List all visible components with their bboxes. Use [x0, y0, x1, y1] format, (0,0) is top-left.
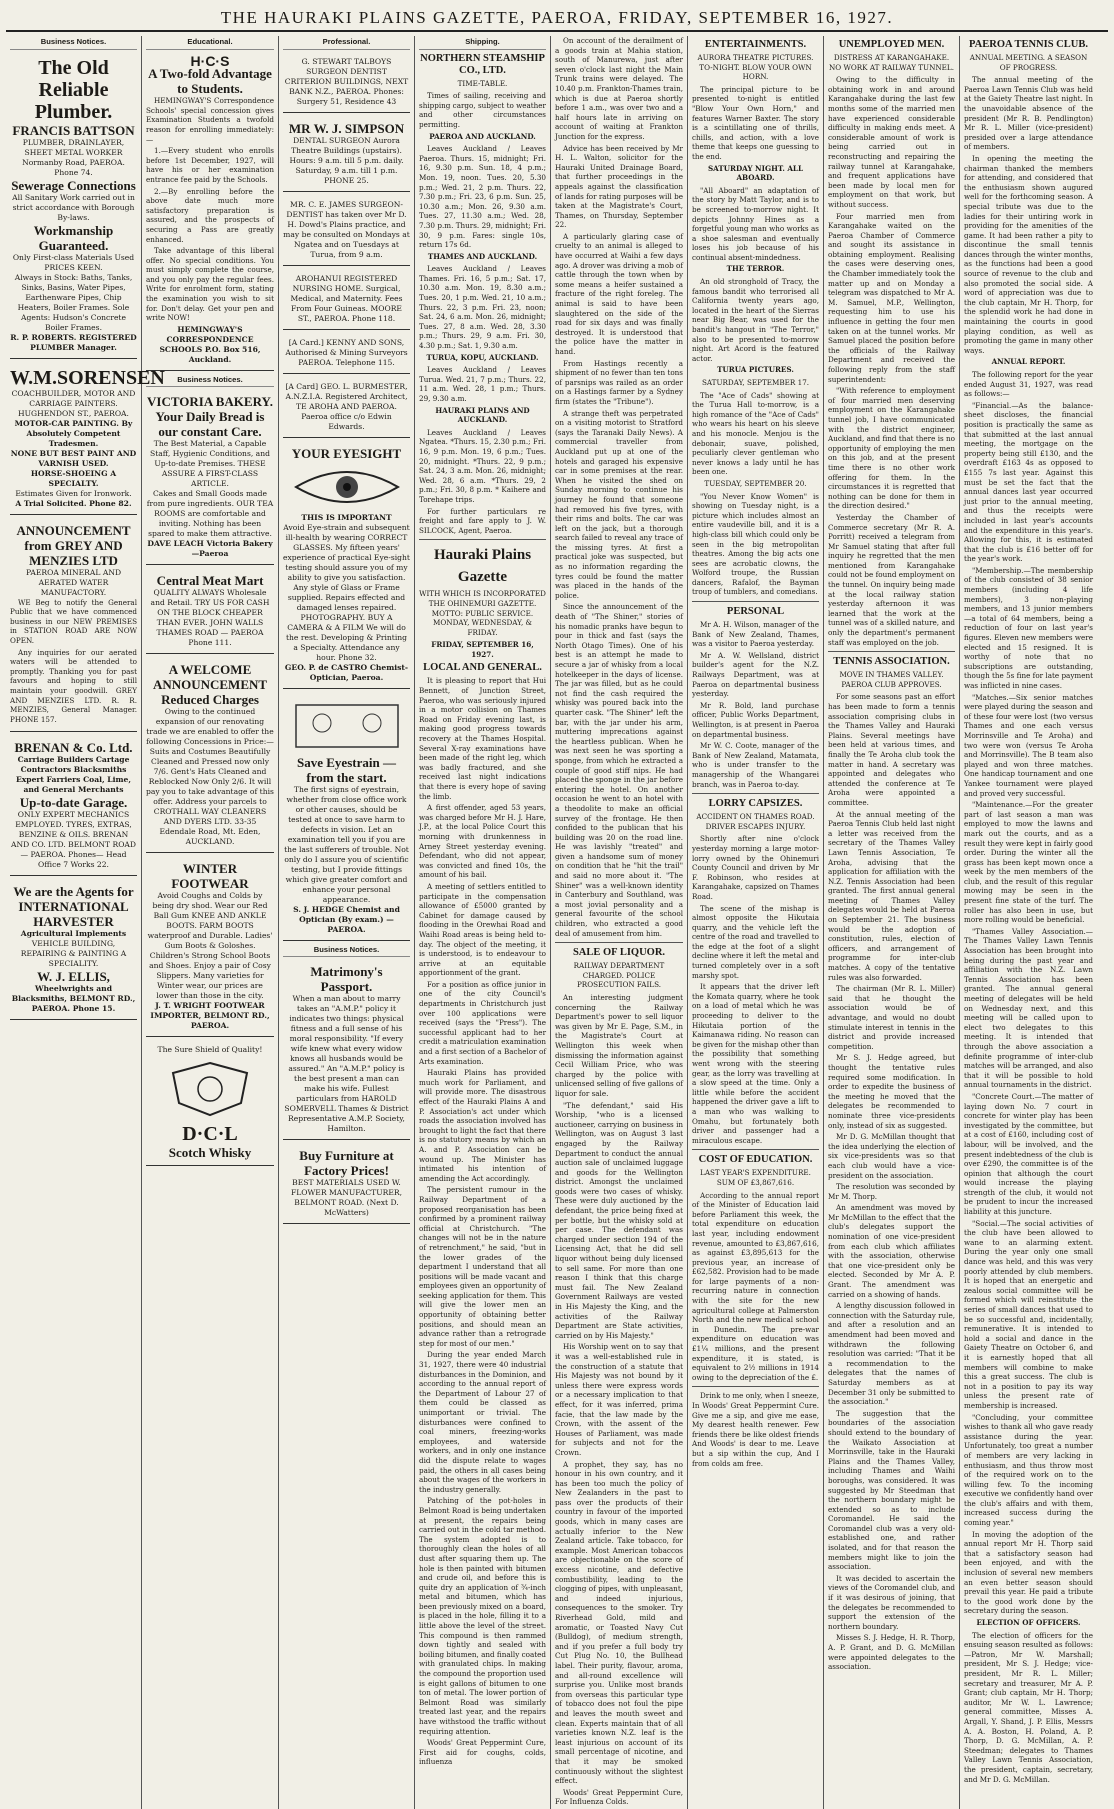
- ad-signature: DAVE LEACH Victoria Bakery—Paeroa: [147, 539, 273, 559]
- route-heading: TURUA, KOPU, AUCKLAND.: [426, 352, 539, 362]
- section-heading: Business Notices.: [10, 37, 137, 50]
- article-title: LOCAL AND GENERAL.: [423, 662, 542, 674]
- article-subtitle: RAILWAY DEPARTMENT CHARGED. POLICE PROSECUTION FAILS.: [573, 961, 665, 990]
- shipping-footer: For further particulars re freight and fare apply to J. W. SILCOCK, Agent, Paeroa.: [419, 506, 546, 535]
- article-paragraph: "Membership.—The membership of the club consisted of 38 senior members (including 4 life members), 3 non-playing members, and 13 junior members—a total of 64 members, being a reduction of four on last year's figures. Eleven new members were elected and 15 resigned. It is worthy of note that no subscriptions are outstanding, though the 5s fine for late payment was inflicted in nine cases.: [964, 565, 1093, 690]
- article-footer: Woods' Great Peppermint Cure, First aid for coughs, colds, influenza: [419, 1738, 546, 1767]
- columns: [6, 36, 1108, 1807]
- article-paragraph: Mr A. H. Wilson, manager of the Bank of New Zealand, Thames, was a visitor to Paeroa yesterday.: [692, 620, 819, 649]
- eye-icon: [292, 465, 402, 509]
- article-subheading: ELECTION OF OFFICERS.: [976, 1618, 1081, 1627]
- article-subheading: TUESDAY, SEPTEMBER 20.: [704, 478, 807, 488]
- ad-reduced-charges: [146, 658, 274, 853]
- route-times: Leaves Auckland / Leaves Paeroa. Thurs. 15, midnight; Fri. 16, 9.30 p.m. Sun. 18, 4 p.m.; Mon. 19, noon. Tues. 20, 5.30 p.m.; Wed. 21, 2 p.m. Thurs. 22, 7.30 p.m.; Fri. 23, 6 p.m. Sun. 25, 10.30 a.m.; Mon. 26, 9.30 a.m. Tues. 27, 11.30 a.m.; Wed. 28, 7.30 p.m. Thurs. 29, midnight; Fri. 30, 9 p.m. Fares: single 10s, return 17s 6d.: [419, 144, 546, 250]
- ad-line: NONE BUT BEST PAINT AND VARNISH USED.: [10, 448, 137, 468]
- article-paragraph: The annual meeting of the Paeroa Lawn Tennis Club was held at the Gaiety Theatre last night. In the unavoidable absence of the president (Mr R. B. Pendlington) Mr R. L. Miller (vice-president) presided over a large attendance of members.: [964, 75, 1093, 152]
- article-paragraph: His Worship went on to say that it was a well-established rule in the construction of a statute that His Majesty was not bound by it unless there were express words or a necessary implication to that effect, for it was inferred, prima facie, that the law made by the Crown, with the assent of the Houses of Parliament, was made for subjects and not for the Crown.: [555, 1342, 683, 1457]
- column-4: [415, 36, 551, 1809]
- route-times: Leaves Auckland / Leaves Turua. Wed. 21, 7 p.m.; Thurs. 22, 11 a.m. Wed. 28, 1 p.m.; Thurs. 29, 9.30 a.m.: [419, 365, 546, 403]
- ad-subtitle: THIS IS IMPORTANT: [301, 512, 392, 522]
- ad-title: A Two-fold Advantage to Students.: [148, 66, 272, 97]
- ad-title: We are the Agents for INTERNATIONAL HARVESTER: [13, 884, 134, 930]
- ad-line: MOTOR-CAR PAINTING. By Absolutely Competent Tradesmen.: [14, 418, 133, 448]
- article-paragraph: A strange theft was perpetrated on a visiting motorist to Stratford (says the Taranaki Daily News). A commercial traveller from Auckland put up at one of the hotels and garaged his expensive car in some premises at the rear. When he visited the shed on Sunday morning to continue his journey he found that someone had removed his five tyres, with their rims and bolts. The car was left on the jack, but a thorough search failed to reveal any trace of the missing tyres. At first a practical joke was suspected, but as no information regarding the tyres could be found the matter was placed in the hands of the police.: [555, 408, 683, 600]
- article-paragraph: "Thames Valley Association.—The Thames Valley Lawn Tennis Association has been brought into being during the past year and affiliation with the N.Z. Lawn Tennis Association has been granted. The annual general meeting of delegates will be held on Wednesday next, and this meeting will be called upon to elect two delegates to this meeting. It is intended that through the above association a definite programme of inter-club matches will be arranged, and also that it will be possible to hold annual tournaments in the district.: [964, 926, 1093, 1090]
- article-paragraph: Yesterday the Chamber of Commerce secretary (Mr R. A. Porritt) received a telegram from Mr Samuel stating that after full inquiry he regretted that the men mentioned from Karangahake could not be found employment on the tunnel. On inquiry being made at the local railway station yesterday afternoon it was learned that the work at the tunnel was of a skilled nature, and only the department's permanent staff was employed on the job.: [828, 512, 955, 647]
- ad-furniture: [283, 1144, 410, 1224]
- article-paragraph: Mr D. G. McMillan thought that the idea underlying the election of six vice-presidents was so that each club would have a vice-president on the association.: [828, 1132, 955, 1180]
- article-paragraph: "With reference to employment of four married men deserving employment on the Karangahake tunnel job, I have communicated with the district engineer, Auckland, and find that there is no opportunity of employing the men on this job, and at the present time there is no other work offering for them. In the circumstances it is regretted that nothing can be done for them in the direction desired.": [828, 386, 955, 511]
- article-paragraph: A particularly glaring case of cruelty to an animal is alleged to have occurred at Waihi a few days ago. A drover was driving a mob of cattle through the town when by some means a heifer sustained a fracture of the right foreleg. The animal is said to have been slaughtered on the side of the road for six days and was finally destroyed. It is understood that the police have the matter in hand.: [555, 231, 683, 356]
- article-paragraph: Mr W. C. Coote, manager of the Bank of New Zealand, Matamata, who is under transfer to the managership of the Whangarei branch, was in Paeroa to-day.: [692, 741, 819, 789]
- article-paragraph: An interesting judgment concerning the Railway Department's power to sell liquor was given by Mr E. Page, S.M., in the Magistrate's Court at Wellington this week when dismissing the information against Cecil William Price, who was charged by the police with unlicensed selling of five gallons of liquor for sale.: [555, 993, 684, 1098]
- article-paragraph: "The defendant," said His Worship, "who is a licensed auctioneer, carrying on business in Wellington, was on August 3 last engaged by the Railway Department to conduct the annual auction sale of unclaimed luggage and goods for the Wellington district. Amongst the unclaimed goods were two cases of whisky. These were duly auctioned by the defendant, the price being fixed at per bottle, but the whisky sold at per case. The defendant was charged under section 194 of the Licensing Act, that he did sell liquor without being duly licensed to sell same. For more than one reason I think that this charge must fail. The New Zealand Government Railways are vested in His Majesty the King, and the activities of the Railway Department are State activities, carried on by His Majesty.": [555, 1100, 683, 1340]
- ad-brenan: [10, 736, 137, 876]
- ad-body: All Sanitary Work carried out in strict accordance with Borough By-laws.: [12, 192, 135, 222]
- ad-body: Cakes and Small Goods made from pure ingredients. OUR TEA ROOMS are comfortable and inviting. Nothing has been spared to make them attractive.: [146, 489, 274, 539]
- article-paragraph: A prophet, they say, has no honour in his own country, and it has been too much the policy of New Zealanders in the past to pass over the products of their country in favour of the imported goods, which in many cases are actually inferior to the New Zealand article. Take tobacco, for example. Most American tobaccos are objectionable on the score of excess nicotine, and defective combustibility, leading to the clogging of pipes, with unpleasant, and indeed injurious, consequences to the smoker. Try Riverhead Gold, mild and aromatic, or Toasted Navy Cut (Bulldog), of medium strength, and if you prefer a full body try Cut Plug No. 10, the Bullhead label. Their purity, flavour, aroma, and all-round excellence will surprise you. Unlike most brands from overseas this particular type of tobacco does not foul the pipe and leaves the mouth sweet and clean. Experts maintain that of all varieties known N.Z. leaf is the least injurious on account of its small percentage of nicotine, and that it may be smoked continuously without the slightest effect.: [555, 1459, 683, 1786]
- column-2: [142, 36, 279, 1809]
- ad-save-eyestrain: [283, 693, 410, 941]
- shipping-title: NORTHERN STEAMSHIP CO., LTD.: [420, 52, 545, 76]
- ad-body: The first signs of eyestrain, whether from close office work or other causes, should be tested at once to save harm to defects in vision. Let an examination tell you if you are the last sufferers of trouble. Not only do I assure you of scientific testing, but I provide fittings which give greater comfort and enhance your personal appearance.: [284, 784, 409, 904]
- ad-body: COACHBUILDER, MOTOR AND CARRIAGE PAINTERS. HUGHENDON ST., PAEROA.: [11, 388, 136, 418]
- article-title: LORRY CAPSIZES.: [708, 798, 803, 810]
- article-subtitle: ACCIDENT ON THAMES ROAD. DRIVER ESCAPES INJURY.: [696, 812, 815, 831]
- article-paragraph: Mr R. Bold, land purchase officer, Public Works Department, Wellington, is at present in Paeroa on departmental business.: [692, 700, 819, 739]
- column-7: [824, 36, 960, 1809]
- ad-title: Save Eyestrain — from the start.: [297, 754, 396, 785]
- article-paragraph: The persistent rumour in the Railway Department of a proposed reorganisation has been confirmed by a prominent railway official at Christchurch. "The changes will not be in the nature of retrenchment," he said, "but in the lower grades of the department I understand that all positions will be made vacant and employees given an opportunity of seeking application for them. This will give the lower men an opportunity of obtaining better positions, and should mean an advance rather than a retrograde step for most of our men.": [419, 1185, 546, 1348]
- ad-title: WINTER FOOTWEAR: [171, 861, 249, 892]
- article-subtitle: AURORA THEATRE PICTURES. TO-NIGHT. BLOW YOUR OWN HORN.: [697, 53, 814, 82]
- ad-text: 1.—Every student who enrolls before 1st December, 1927, will have his or her examination entrance fee paid by the Schools.: [146, 146, 274, 184]
- ad-title: BRENAN & Co. Ltd.: [14, 740, 133, 756]
- article-paragraph: For some seasons past an effort has been made to form a tennis association comprising clubs in the Thames Valley and Hauraki Plains. Several meetings have been held at various times, and finally the Te Aroha club took the matter in hand. A secretary was appointed and delegates who attended the conference at Te Aroha were appointed a committee.: [828, 692, 955, 807]
- article-paragraph: The following report for the year ended August 31, 1927, was read as follows:—: [964, 370, 1093, 399]
- ad-body: DENTAL SURGEON Aurora Theatre Buildings (upstairs). Hours: 9 a.m. till 5 p.m. daily. Saturday, 9 a.m. till 1 p.m. PHONE 25.: [289, 135, 404, 185]
- article-paragraph: "You Never Know Women" is showing on Tuesday night, is a picture which includes almost an entire vaudeville bill, and it is a high-class bill which could only be seen in the big metropolitan theatres. Among the big acts one sees are acrobatic clowns, the Wolford troupe, the Russian dancers, Rafalof, the Bayman troup of tumblers, and comedians.: [692, 491, 819, 597]
- article-paragraph: "Matches.—Six senior matches were played during the season and of these four were lost (two versus Thames and one each versus Morrinsville and Te Aroha) and two were won (versus Te Aroha and Morrinsville). The B team also played and won three matches. One handicap tournament and one Yankee tournament were played and proved very successful.: [964, 692, 1093, 798]
- section-heading: Business Notices.: [146, 375, 274, 388]
- article-title: PAEROA TENNIS CLUB.: [969, 39, 1088, 50]
- ad-burmester: [A Card] GEO. L. BURMESTER, A.N.Z.I.A. Registered Architect, TE AROHA AND PAEROA. Paeroa office c/o Edwin Edwards.: [283, 378, 410, 438]
- ad-harvester: [10, 880, 137, 1020]
- ad-text: Take advantage of this liberal offer. No special conditions. You must simply complete the course, and you only pay the regular fees. Write for enrolment form, stating the examination you wish to sit for. Don't delay. Get your pen and write NOW!: [146, 246, 274, 323]
- article-paragraph: From Hastings recently a shipment of no fewer than ten tons of parsnips was railed as an order on a Hastings farmer by a Sydney firm (states the "Tribune").: [555, 358, 683, 406]
- ad-body: When a man about to marry takes an "A.M.P." policy it indicates two things: physical fitness and a full sense of his moral responsibility. "If every wife knew what every widow knows all husbands would be assured." An "A.M.P." policy is the best present a man can make his wife. Fullest particulars from HAROLD SOMERVELL Thames & District Representative A.M.P. Society, Hamilton.: [284, 994, 409, 1134]
- ad-brand: D·C·L: [182, 1123, 238, 1146]
- article-paragraph: The scene of the mishap is almost opposite the Hikutaia quarry, and the vehicle left the centre of the road and travelled to the edge at the foot of a slight decline where it left the metal and turned completely over in a soft marshy spot.: [692, 903, 819, 980]
- ad-subtitle: Scotch Whisky: [168, 1145, 252, 1161]
- section-heading: Shipping.: [419, 37, 546, 50]
- article-paragraph: According to the annual report of the Minister of Education laid before Parliament this week, the total expenditure on education last year, including endowment revenue, amounted to £3,867,616, as against £3,895,613 for the previous year, an increase of £62,582. Provision had to be made for large payments of a non-recurring nature in connection with the site for the new agricultural college at Palmerston North and the new medical school in Dunedin. The pre-war expenditure on education was £1¼ millions, and the present expenditure, it is stated, is equivalent to 2½ millions in 1914 owing to the depreciation of the £.: [692, 1190, 819, 1382]
- article-paragraph: "Concrete Court.—The matter of laying down No. 7 court in concrete for winter play has been investigated by the committee, but at a cost of £160, including cost of labour, will be involved, and the present indebtedness of the club is over £290, the committee is of the opinion that although the court would increase the playing strength of the club, it would not be prudent to incur the increased liability at this juncture.: [964, 1091, 1093, 1217]
- ad-body: PHOTOGRAPHY. BUY A CAMERA & A FILM We will do the rest. Developing & Printing a Specialty. Attendance any hour. Phone 32.: [285, 612, 408, 662]
- ad-dcl-whisky: [146, 1041, 274, 1166]
- article-title: ENTERTAINMENTS.: [704, 39, 807, 50]
- ad-body: Carriage Builders Cartage Contractors Blacksmiths Expert Farriers Coal, Lime, and General Merchants: [15, 755, 132, 795]
- ad-eyesight: [283, 442, 410, 689]
- article-paragraph: Shortly after nine o'clock yesterday morning a large motor-lorry owned by the Ohinemuri County Council and driven by Mr F. Robinson, who resides at Karangahake, capsized on Thames Road.: [692, 834, 819, 901]
- ad-tagline: The Sure Shield of Quality!: [157, 1045, 263, 1055]
- article-paragraph: In opening the meeting the chairman thanked the members for attending, and considered that the enthusiasm shown augured well for the forthcoming season. A special tribute was due to the ladies for their untiring work in providing for the amenities of the game. It had been rather a pity to discontinue the small tennis dances through the winter months, as the functions had been a good source of revenue to the club and also promoted the social side. A word of appreciation was due to the club captain, Mr H. Thorp, for the splendid work he had done in maintaining the courts in good playing condition, as well as promoting the game in many other ways.: [964, 153, 1093, 355]
- article-paragraph: "All Aboard" an adaptation of the story by Matt Taylor, and is to be screened to-morrow night. It depicts Johnny Hines as a forgetful young man who works as a shoe salesman and eventually loses his job because of his continual absent-mindedness.: [692, 185, 819, 262]
- article-paragraph: "Financial.—As the balance-sheet discloses, the financial position is practically the same as that submitted at the last annual meeting, the mortgage on the property being still £130, and the overdraft £163 4s as opposed to £155 7s last year. Against this must be set the fact that the annual dances last year occurred just prior to the annual meeting, and thus the receipts were included in last year's accounts and the expenditure in this year's. Allowing for this, it is estimated that the club is £16 better off for the year's work.: [964, 400, 1093, 564]
- ad-body: Wheelwrights and Blacksmiths, BELMONT RD., PAEROA. Phone 15.: [11, 984, 136, 1014]
- ad-body: Always in Stock: Baths, Tanks, Sinks, Basins, Water Pipes, Earthenware Pipes, Chip Heaters, Boiler Frames. Sole Agents: Hudson's Concrete Boiler Frames.: [14, 272, 133, 332]
- masthead: THE HAURAKI PLAINS GAZETTE, PAEROA, FRIDAY, SEPTEMBER 16, 1927.: [6, 6, 1108, 32]
- column-3: [279, 36, 415, 1809]
- article-subheading: THE TERROR.: [726, 264, 785, 274]
- ad-subtitle: Up-to-date Garage.: [19, 795, 128, 811]
- ad-body: PAEROA MINERAL AND AERATED WATER MANUFACTORY.: [25, 567, 122, 597]
- article-paragraph: The resolution was seconded by Mr M. Thorp.: [828, 1182, 955, 1201]
- article-paragraph: Since the announcement of the death of "The Shiner," stories of his nomadic pranks have begun to pour in thick and fast (says the North Otago Times). One of his best is an attempt he made to secure a jar of whisky from a local hotelkeeper in the days of license. The jar was filled, but as he could not find the cash required the whisky was poured back into the quarter cask. "The Shiner" left the bar, with the jar under his arm, muttering imprecations against the heartless publican. When he was next seen he was sporting a sponge, from which he extracted a couple of good stiff nips. He had placed the sponge in the jar before entering the hotel. On another occasion he went to an hotel with a theodolite to make an official survey of the frontage. He then confided to the publican that his building was 20 on the road line. He was lavishly "treated" and given a handsome sum of money on condition that he "hit the trail" and said no more about it. "The Shiner" was a well-known identity in Canterbury and Southland, was a most jovial personality and a general favourite of the school children, who extracted a good deal of amusement from him.: [555, 602, 683, 938]
- article-title: UNEMPLOYED MEN.: [838, 39, 945, 50]
- ad-line: Your Daily Bread is our constant Care.: [155, 409, 265, 440]
- poem: Drink to me only, when I sneeze, In Woods' Great Peppermint Cure. Give me a sip, and give me ease, My dearest health renewer. Few friends there be like oldest friends And Woods' is dear to me. Leave but a sip within the cup, And I from colds am free.: [692, 1391, 819, 1468]
- article-paragraph: The chairman (Mr R. L. Miller) said that he thought the association would be of advantage, and would no doubt stimulate interest in tennis in the district and provide increased competition.: [828, 984, 955, 1051]
- article-paragraph: Mr A. W. Wellsland, district builder's agent for the N.Z. Railways Department, was at Paeroa on departmental business yesterday.: [692, 650, 819, 699]
- ad-title: Matrimony's Passport.: [310, 964, 383, 995]
- paper-nameplate: Hauraki Plains Gazette: [433, 547, 532, 586]
- article-paragraph: Owing to the difficulty in obtaining work in and around Karangahake during the last few months some of the married men have experienced considerable difficulty in making ends meet. A considerable amount of work is being carried out in reconstructing and repairing the railway tunnel at Karangahake, and frequent applications have been made by local men for employment on that work, but without success.: [828, 75, 955, 209]
- ad-body: Owing to the continued expansion of our renovating trade we are enabled to offer the following Concessions in Price:— Suits and Costumes Beautifully Cleaned and Pressed now only 7/6. Gent's Hats Cleaned and Reblocked Now Only 2/6. It will pay you to take advantage of this offer. Address your parcels to CROTHALL WAY CLEANERS AND DYERS LTD. 33-35 Edendale Road, Mt. Eden, AUCKLAND.: [146, 707, 274, 847]
- article-paragraph: At the annual meeting of the Paeroa Tennis Club held last night a letter was received from the secretary of the Thames Valley Lawn Tennis Association, Te Aroha, advising that the application for affiliation with the N.Z. Tennis Association had been granted. The first annual general meeting of Thames Valley delegates would be held at Paeroa on September 21. The business would be the adoption of constitution, rules, election of officers, and arrangement of programme for inter-club matches. A copy of the tentative rules was also forwarded.: [828, 809, 955, 982]
- ad-grey-menzies: [10, 519, 137, 733]
- article-paragraph: During the year ended March 31, 1927, there were 40 industrial disturbances in the Dominion, and according to the annual report of the Department of Labour 27 of them could be classed as unimportant or trivial. The disturbances were confined to coal miners, freezing-works employees, and waterside workers, and in only one instance did the dispute relate to wages paid, the others in all cases being about the wages of the workers in the industry generally.: [419, 1350, 546, 1494]
- article-subheading: SATURDAY NIGHT. ALL ABOARD.: [707, 163, 804, 183]
- ad-james: MR. C. E. JAMES SURGEON-DENTIST has taken over Mr D. H. Dowd's Plains practice, and may be consulted on Mondays at Ngatea and on Tuesdays at Turua, from 9 a.m.: [283, 196, 410, 266]
- article-paragraph: It appears that the driver left the Komata quarry, where he took on a load of metal which he was proceeding to deliver to the Hikutaia portion of the Kaimanawa riding. No reason can be given for the mishap other than the possibility that something went wrong with the steering gear, as the lorry was travelling at a slow speed at the time. Only a little while before the accident happened the driver gave a lift to a man who was walking to Omahu, but fortunately both driver and passenger had a miraculous escape.: [692, 982, 819, 1145]
- article-subheading: TURUA PICTURES.: [717, 365, 794, 375]
- paper-subtitle: WITH WHICH IS INCORPORATED THE OHINEMURI GAZETTE. MOTTO: PUBLIC SERVICE. MONDAY, WEDNESDAY, & FRIDAY.: [419, 589, 546, 637]
- ad-body: Avoid Coughs and Colds by being dry shod. Wear our Red Ball Gum KNEE AND ANKLE BOOTS. FARM BOOTS waterproof and Durable. Ladies' Gum Boots & Goloshes. Children's Strong School Boots and Shoes. Enjoy a pair of Cosy Slippers. Many varieties for Winter wear, our prices are lower than those in the city.: [147, 891, 273, 1001]
- column-5: [551, 36, 688, 1809]
- ad-body: Avoid Eye-strain and subsequent ill-health by wearing CORRECT GLASSES. My fifteen years' experience of practical Eye-sight testing should assure you of my ability to give you satisfaction. Any style of Glass or Frame supplied. Repairs effected and damaged lenses repaired.: [283, 522, 410, 612]
- article-paragraph: The suggestion that the boundaries of the association should extend to the boundary of the Waikato Association at Morrinsville, take in the Hauraki Plains and the Thames Valley, including Thames and Waihi boroughs, was considered. It was suggested by Mr Steedman that the northern boundary might be extended so as to include Coromandel. He said the Coromandel club was a very old-established one, and rather isolated, and for that reason the members might like to join the association.: [828, 1408, 955, 1572]
- ad-title: W.M.SORENSEN: [10, 366, 165, 389]
- ad-subtitle: Sewerage Connections: [11, 177, 136, 193]
- ad-signature: HEMINGWAY'S CORRESPONDENCE SCHOOLS P.O. Box 516, Auckland.: [159, 324, 261, 364]
- article-subtitle: DISTRESS AT KARANGAHAKE. NO WORK AT RAILWAY TUNNEL.: [829, 53, 954, 72]
- ad-line: HORSE-SHOEING A SPECIALTY.: [30, 468, 117, 488]
- article-paragraph: On account of the derailment of a goods train at Mahia station, south of Manurewa, just after seven o'clock last night the Main Trunk trains were delayed. The 10.40 p.m. Frankton-Thames train, which is due at Paeroa shortly before 1 a.m., was over two and a half hours late in arriving on account of waiting at Frankton Junction for the express.: [555, 36, 683, 141]
- article-subheading: SATURDAY, SEPTEMBER 17.: [701, 378, 810, 387]
- ad-signature: J. T. WRIGHT FOOTWEAR IMPORTER, BELMONT RD., PAEROA.: [150, 1001, 270, 1031]
- ad-signature: R. P. ROBERTS. REGISTERED PLUMBER Manager.: [10, 332, 137, 352]
- article-paragraph: The principal picture to be presented to-night is entitled "Blow Your Own Horn," and features Warner Baxter. The story is a scintillating one of thrills, chills, and action, with a love theme that keeps one guessing to the end.: [692, 84, 819, 161]
- article-subtitle: MOVE IN THAMES VALLEY. PAEROA CLUB APPROVES.: [839, 670, 944, 689]
- route-heading: HAURAKI PLAINS AND AUCKLAND.: [435, 405, 530, 425]
- ad-title: MR W. J. SIMPSON: [288, 120, 405, 136]
- hcs-logo: H·C·S: [190, 52, 230, 69]
- article-paragraph: Hauraki Plains has provided much work for Parliament, and will provide more. The disastrous effect of the Hauraki Plains A and P. Association's act under which roads the association involved has brought to light the fact that there is no statutory means by which an A. and P. Association can be wound up. The Minister has intimated his intention of amending the Act accordingly.: [419, 1068, 546, 1183]
- ad-signature: GEO. P. de CASTRO Chemist-Optician, Paeroa.: [284, 662, 409, 682]
- route-heading: THAMES AND AUCKLAND.: [427, 251, 538, 261]
- ad-text: 2.—By enrolling before the above date much more satisfactory preparation is assured, and the prospects of securing a Pass are greatly enhanced.: [146, 186, 274, 244]
- article-paragraph: The "Ace of Cads" showing at the Turua Hall to-morrow, is a high romance of the "Ace of Cads" who wears his heart on his sleeve and his monocle. Menjou is the debonair, suave, polished, peculiarly clever gentleman who never knows a lady until he has been one.: [692, 390, 819, 477]
- article-title: COST OF EDUCATION.: [698, 1154, 813, 1166]
- ad-body: PLUMBER, DRAINLAYER, SHEET METAL WORKER Normanby Road, PAEROA. Phone 74.: [22, 137, 125, 177]
- article-paragraph: An amendment was moved by Mr McMillan to the effect that the club's delegates support the nomination of one vice-president from each club which affiliates with the association, otherwise that one vice-president only be elected. Seconded by Mr A. P. Grant. The amendment was carried on a showing of hands.: [828, 1203, 955, 1299]
- ad-name: FRANCIS BATTSON: [12, 122, 135, 138]
- article-paragraph: The election of officers for the ensuing season resulted as follows:—Patron, Mr W. Marshall; president, Mr S. J. Hedge; vice-president, Mr R. L. Miller; secretary and treasurer, Mr A. P. Grant; club captain, Mr H. Thorp; auditor, Mr W. L. Lawrence; general committee, Misses A. Argall, Y. Shand, J. P. Ellis, Messrs A. A. Boston, H. Poland, A. P. Thorp, D. G. McMillan, A. P. Steedman; delegates to Thames Valley Lawn Tennis Association, the president, captain, secretary, and Mr D. G. McMillan.: [964, 1630, 1093, 1784]
- dateline: FRIDAY, SEPTEMBER 16, 1927.: [431, 640, 534, 659]
- shield-icon: [165, 1059, 255, 1119]
- ad-line: A Trial Solicited. Phone 82.: [15, 498, 132, 508]
- article-paragraph: An old stronghold of Tracy, the famous bandit who terrorised all California twenty years ago, located in the heart of the Sierras near Big Bear, was used for the bandit's hangout in "The Terror," also to be presented to-morrow night. Art Acord is the featured actor.: [692, 277, 819, 363]
- ad-body: Only First-class Materials Used PRICES KEEN.: [12, 252, 135, 272]
- article-paragraph: In moving the adoption of the annual report Mr H. Thorp said that a satisfactory season had been enjoyed, and with the inclusion of several new members an even better season should prevail this year. He paid a tribute to the good work done by the secretary during the season.: [964, 1529, 1093, 1616]
- ad-hemingway: [146, 53, 274, 371]
- article-title: TENNIS ASSOCIATION.: [833, 656, 950, 668]
- ad-winter-footwear: [146, 857, 274, 1037]
- article-paragraph: A lengthy discussion followed in connection with the Saturday rule, and after a resolution and an amendment had been moved and withdrawn the following resolution was carried: "That it be a recommendation to the delegates that the names of Saturday members as at December 31 only be submitted to the association.": [828, 1301, 955, 1407]
- ad-signature: S. J. HEDGE Chemist and Optician (By exam.) — PAEROA.: [293, 904, 400, 934]
- article-paragraph: Patching of the pot-holes in Belmont Road is being undertaken at present, the repairs being carried out in the cold tar method. The system adopted is to thoroughly clean the holes of all dust after squaring them up. The hole is then painted with bitumen and crude oil, and before this is quite dry an application of ¾-inch metal and bitumen, which has been previously mixed on a board, is placed in the hole, filling it to a little above the level of the street. This compound is then rammed down tightly and sealed with boiling bitumen, and finally coated with granulated chips. In making the compound the proportion used is eight gallons of bitumen to one ton of metal. The lower portion of Belmont Road was similarly treated last year, and the repairs have withstood the traffic without requiring attention.: [419, 1496, 546, 1736]
- ad-body: BEST MATERIALS USED W. FLOWER MANUFACTURER, BELMONT ROAD. (Next D. McWatters): [290, 1178, 403, 1218]
- shipping-text: Times of sailing, receiving and shipping cargo, subject to weather and other circumstances permitting.: [419, 91, 546, 129]
- ad-matrimony: [283, 960, 410, 1140]
- article-paragraph: A meeting of settlers entitled to participate in the compensation allowance of £5000 granted by Cabinet for damage caused by flooding in the Orewhai Road and Waihi Road areas is being held to-day. The object of the meeting, it is understood, is to endeavour to arrive at an equitable apportionment of the grant.: [419, 881, 546, 978]
- ad-line: Estimates Given for Ironwork.: [15, 488, 132, 498]
- ad-text: WE Beg to notify the General Public that we have commenced business in our NEW PREMISES in STATION ROAD ARE NOW OPEN.: [10, 597, 137, 645]
- ad-body: VEHICLE BUILDING, REPAIRING & PAINTING A SPECIALITY.: [20, 939, 127, 969]
- ad-plumber: [10, 53, 137, 359]
- article-paragraph: It was decided to ascertain the views of the Coromandel club, and if it was desirous of joining, that the delegates be recommended to support the extension of the northern boundary.: [828, 1573, 955, 1631]
- article-paragraph: It is pleasing to report that Hui Bennett, of Junction Street, Paeroa, who was seriously injured in a motor collision on Thames Road on Friday evening last, is making good progress towards recovery at the Thames Hospital. Several X-ray examinations have been made of the right leg, which was badly fractured, and she received last night indications that there is every hope of saving the limb.: [419, 676, 546, 801]
- article-paragraph: Advice has been received by Mr H. L. Walton, solicitor for the Hauraki United Drainage Board, that further proceedings in the appeals against the classification of lands for rating purposes will be taken at the Magistrate's Court, Thames, on Thursday, September 22.: [555, 143, 683, 230]
- route-times: Leaves Auckland / Leaves Ngatea. *Thurs. 15, 2.30 p.m.; Fri. 16, 9 p.m. Mon. 19, 6 p.m.; Tues. 20, midnight. *Thurs. 22, 9 p.m.; Sat. 24, 3 a.m. Mon. 26, midnight; Wed. 28, 6 a.m. *Thurs. 29, 2 p.m.; Fri. 30, 8 p.m. * Kaihere and Torehape trips.: [419, 427, 546, 504]
- article-paragraph: For a position as office junior in one of the city Council's departments in Christchurch just over 100 applications were received (says the "Press"). The successful applicant had to her credit a matriculation examination and a first section of a Bachelor of Arts examination.: [419, 979, 546, 1066]
- shipping-subtitle: TIME-TABLE.: [457, 78, 508, 88]
- route-times: Leaves Auckland / Leaves Thames. Fri. 16, 5 p.m.; Sat. 17, 10.30 a.m. Mon. 19, 8.30 a.m.; Tues. 20, 1 p.m. Wed. 21, 10 a.m.; Thurs. 22, 3 p.m. Fri. 23, noon; Sat. 24, 6 a.m. Mon. 26, midnight; Tues. 27, 8 a.m. Wed. 28, 3.30 p.m.; Thurs. 29, 9 a.m. Fri. 30, 4.30 p.m.; Sat. 1, 9.30 a.m.: [419, 264, 546, 351]
- article-paragraph: Misses S. J. Hedge, H. R. Thorp, A. P. Grant, and D. G. McMillan were appointed delegates to the association.: [828, 1633, 955, 1672]
- column-8: [960, 36, 1097, 1809]
- ad-title: Central Meat Mart: [156, 573, 264, 589]
- ad-title: YOUR EYESIGHT: [291, 445, 402, 461]
- ad-title: A WELCOME ANNOUNCEMENT Reduced Charges: [152, 662, 268, 708]
- article-paragraph: "Concluding, your committee wishes to thank all who gave ready assistance during the year. Unfortunately, too great a number of members are very lacking in enthusiasm, and thus throw most of the required work on to the willing few. To the incoming executive we confidently hand over the club's affairs and with them, increased success during the coming year.": [964, 1412, 1093, 1528]
- article-title: SALE OF LIQUOR.: [572, 947, 666, 959]
- section-heading: Business Notices.: [283, 945, 410, 958]
- column-6: [688, 36, 824, 1809]
- article-paragraph: Four married men from Karangahake waited on the Paeroa Chamber of Commerce and sought its assistance in obtaining employment. Realising the cases were deserving ones, the Chamber immediately took the matter up and on Monday a telegram was dispatched to Mr A. M. Samuel, M.P., Wellington, requesting him to use his influence in getting the four men taken on at the tunnel works. Mr Samuel placed the position before the officials of the Railway Department and received the following reply from the staff superintendent:: [828, 211, 955, 384]
- ad-body: Agricultural Implements: [20, 929, 127, 939]
- ad-subtitle: Workmanship Guaranteed.: [33, 222, 114, 253]
- ad-sorensen: [10, 363, 165, 515]
- article-paragraph: "Social.—The social activities of the club have been allowed to wane to an alarming extent. During the year only one small dance was held, and this was very poorly attended by club members. It is hoped that an energetic and zealous social committee will be formed which will reinstitute the series of small dances that used to be so successful and, incidentally, remunerative. It is intended to hold a social and dance in the Gaiety Theatre on October 6, and it is earnestly hoped that all members will combine to make this a great success. The club is not in a position to pay its way unless the present rate of membership is increased.: [964, 1218, 1093, 1410]
- section-heading: Educational.: [146, 37, 274, 50]
- column-1: [6, 36, 165, 1809]
- ad-title: Buy Furniture at Factory Prices!: [299, 1148, 394, 1179]
- article-title: PERSONAL: [726, 606, 785, 618]
- article-subtitle: LAST YEAR'S EXPENDITURE. SUM OF £3,867,616.: [700, 1168, 811, 1187]
- section-heading: Professional.: [283, 37, 410, 50]
- article-paragraph: A first offender, aged 53 years, was charged before Mr H. J. Hare, J.P., at the local Police Court this morning with drunkenness in Arney Street yesterday evening. Defendant, who did not appear, was convicted and fined 10s, the amount of his bail.: [419, 803, 546, 880]
- ad-simpson: [283, 117, 410, 192]
- ad-body: QUALITY ALWAYS Wholesale and Retail. TRY US FOR CASH ON THE BLOCK CHEAPER THAN EVER. JOHN WALLS THAMES ROAD — PAEROA Phone 111.: [150, 588, 270, 648]
- ad-body: ONLY EXPERT MECHANICS EMPLOYED. TYRES, EXTRAS, BENZINE & OILS. BRENAN AND CO. LTD. BELMONT ROAD — PAEROA. Phones— Head Office 7 Works 22.: [11, 810, 136, 870]
- ad-text: Any inquiries for our aerated waters will be attended to promptly. Thanking you for past favours and hoping to still maintain your goodwill. GREY AND MENZIES LTD. R. R. MENZIES, General Manager. PHONE 157.: [10, 647, 137, 724]
- article-paragraph: "Maintenance.—For the greater part of last season a man was employed to mow the lawns and mark out the courts, and as a result they were kept in fairly good order. During the winter all the grass has been kept mown once a week by the men members of the club, and the result of this regular mowing may be seen in the present fine state of the turf. The roller has also been in use, but more rolling would be beneficial.: [964, 800, 1093, 925]
- ad-victoria-bakery: [146, 390, 274, 565]
- ad-central-meat-mart: [146, 569, 274, 654]
- ad-title: The Old Reliable Plumber.: [34, 56, 113, 123]
- ad-talboys: G. STEWART TALBOYS SURGEON DENTIST CRITERION BUILDINGS, NEXT BANK N.Z., PAEROA. Phones: Surgery 51, Residence 43: [283, 53, 410, 113]
- ad-text: HEMINGWAY'S Correspondence Schools' special concession gives Examination Students a twofold reason for enrolling immediately:—: [146, 96, 274, 144]
- article-paragraph: Mr S. J. Hedge agreed, but thought the tentative rules required some modification. In order to expedite the business of the meeting he moved that the delegates be recommended to nominate three vice-presidents only, instead of six as suggested.: [828, 1053, 955, 1130]
- ad-arohanui: AROHANUI REGISTERED NURSING HOME. Surgical, Medical, and Maternity. Fees From Four Guineas. MOORE ST., PAEROA. Phone 118.: [283, 270, 410, 330]
- route-heading: PAEROA AND AUCKLAND.: [429, 131, 536, 141]
- article-subheading: ANNUAL REPORT.: [991, 357, 1066, 367]
- illustration-icon: [292, 701, 402, 751]
- ad-kenny: [A Card.] KENNY AND SONS, Authorised & Mining Surveyors PAEROA. Telephone 115.: [283, 334, 410, 374]
- article-footer: Woods' Great Peppermint Cure, For Influenza Colds.: [555, 1787, 683, 1807]
- ad-title: ANNOUNCEMENT from GREY AND MENZIES LTD: [16, 522, 131, 568]
- ad-title: VICTORIA BAKERY.: [147, 394, 273, 410]
- ad-title: W. J. ELLIS,: [37, 969, 110, 985]
- article-subtitle: ANNUAL MEETING. A SEASON OF PROGRESS.: [969, 53, 1088, 72]
- ad-body: The Best Material, a Capable Staff, Hygienic Conditions, and Up-to-date Premises. THESE ASSURE A FIRST-CLASS ARTICLE.: [150, 439, 270, 489]
